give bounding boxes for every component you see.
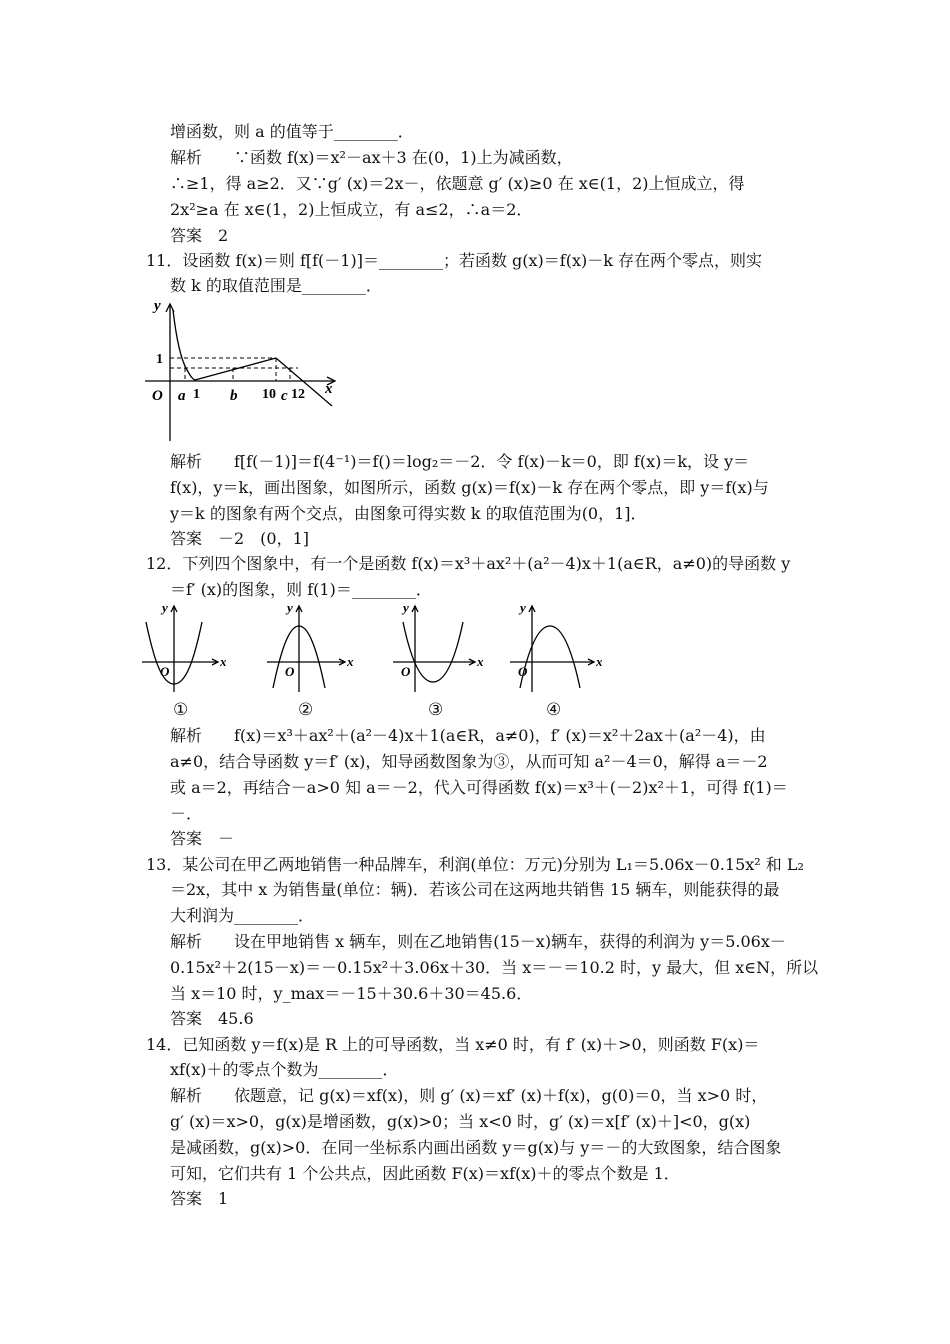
text-line: 增函数，则 a 的值等于________． bbox=[170, 122, 414, 141]
figure-caption-2: ② bbox=[298, 700, 314, 720]
text-line: 2x²≥a 在 x∈(1，2)上恒成立，有 a≤2，∴a＝2． bbox=[170, 200, 533, 219]
answer-line: 答案 － bbox=[170, 829, 235, 848]
text-line: 解析 设在甲地销售 x 辆车，则在乙地销售(15－x)辆车，获得的利润为 y＝5.06x－ bbox=[170, 932, 786, 951]
text-line: 当 x＝10 时，y_max＝－15＋30.6＋30＝45.6． bbox=[170, 984, 533, 1003]
figure-11-graph bbox=[140, 296, 345, 446]
answer-line: 答案 2 bbox=[170, 226, 229, 245]
text-line: f(x)，y＝k，画出图象，如图所示，函数 g(x)＝f(x)－k 存在两个零点，即 y＝f(x)与 bbox=[170, 478, 769, 497]
text-line: ＝f′ (x)的图象，则 f(1)＝________． bbox=[170, 580, 432, 599]
figure-caption-1: ① bbox=[173, 700, 189, 720]
figure-12-graph-4 bbox=[510, 600, 603, 695]
text-line: 或 a＝2，再结合－a>0 知 a＝－2，代入可得函数 f(x)＝x³＋(－2)x²＋1，可得 f(1)＝ bbox=[170, 778, 788, 797]
question-11: 11．设函数 f(x)＝则 f[f(－1)]＝________；若函数 g(x)＝f(x)－k 存在两个零点，则实 bbox=[146, 251, 763, 270]
figure-caption-4: ④ bbox=[546, 700, 562, 720]
fig12-2-origin: O bbox=[285, 664, 295, 679]
fig11-x-label: x bbox=[325, 381, 333, 397]
fig12-3-origin: O bbox=[401, 664, 411, 679]
fig11-a-label: a bbox=[178, 388, 186, 404]
text-line: －． bbox=[170, 804, 203, 823]
fig11-twelve: 12 bbox=[291, 387, 305, 402]
fig11-origin: O bbox=[152, 388, 163, 404]
figure-12-graph-1 bbox=[140, 600, 230, 695]
question-12: 12．下列四个图象中，有一个是函数 f(x)＝x³＋ax²＋(a²－4)x＋1(a∈R，a≠0)的导函数 y bbox=[146, 554, 791, 573]
question-13: 13．某公司在甲乙两地销售一种品牌车，利润(单位：万元)分别为 L₁＝5.06x－0.15x² 和 L₂ bbox=[146, 855, 804, 874]
text-line: ∴≥1，得 a≥2．又∵g′ (x)＝2x－，依题意 g′ (x)≥0 在 x∈(1，2)上恒成立，得 bbox=[170, 174, 745, 193]
fig12-2-x: x bbox=[347, 654, 354, 669]
answer-line: 答案 －2 (0，1] bbox=[170, 529, 310, 548]
question-14: 14．已知函数 y＝f(x)是 R 上的可导函数，当 x≠0 时，有 f′ (x)＋>0，则函数 F(x)＝ bbox=[146, 1035, 760, 1054]
text-line: 大利润为________． bbox=[170, 906, 315, 925]
figure-12-graph-3 bbox=[393, 600, 483, 695]
answer-line: 答案 45.6 bbox=[170, 1009, 254, 1028]
fig11-b-label: b bbox=[230, 388, 238, 404]
fig11-ten: 10 bbox=[262, 387, 276, 402]
text-line: 0.15x²＋2(15－x)＝－0.15x²＋3.06x＋30．当 x＝－＝10.2 时，y 最大，但 x∈N，所以 bbox=[170, 958, 819, 977]
fig12-3-y: y bbox=[403, 600, 409, 615]
text-line: xf(x)＋的零点个数为________． bbox=[170, 1060, 399, 1079]
text-line: 解析 f[f(－1)]＝f(4⁻¹)＝f()＝log₂＝－2．令 f(x)－k＝0，即 f(x)＝k，设 y＝ bbox=[170, 452, 750, 471]
text-line: 可知，它们共有 1 个公共点，因此函数 F(x)＝xf(x)＋的零点个数是 1． bbox=[170, 1164, 680, 1183]
figure-caption-3: ③ bbox=[428, 700, 444, 720]
text-line: g′ (x)＝x>0，g(x)是增函数，g(x)>0；当 x<0 时，g′ (x)＝x[f′ (x)＋]<0，g(x) bbox=[170, 1112, 751, 1131]
text-line: 是减函数，g(x)>0．在同一坐标系内画出函数 y＝g(x)与 y＝－的大致图象，结合图象 bbox=[170, 1138, 782, 1157]
text-line: 数 k 的取值范围是________． bbox=[170, 276, 382, 295]
figure-12-graph-2 bbox=[265, 600, 355, 695]
text-line: y＝k 的图象有两个交点，由图象可得实数 k 的取值范围为(0，1]． bbox=[170, 504, 647, 523]
fig12-4-origin: O bbox=[518, 664, 528, 679]
fig12-2-y: y bbox=[287, 600, 293, 615]
text-line: 解析 ∵函数 f(x)＝x²－ax＋3 在(0，1)上为减函数， bbox=[170, 148, 573, 167]
fig12-3-x: x bbox=[477, 654, 484, 669]
text-line: 解析 f(x)＝x³＋ax²＋(a²－4)x＋1(a∈R，a≠0)，f′ (x)＝x²＋2ax＋(a²－4)，由 bbox=[170, 726, 766, 745]
fig11-c-label: c bbox=[281, 388, 288, 404]
fig11-y-label: y bbox=[154, 298, 161, 314]
fig12-4-x: x bbox=[596, 654, 603, 669]
text-line: 解析 依题意，记 g(x)＝xf(x)，则 g′ (x)＝xf′ (x)＋f(x)，g(0)＝0，当 x>0 时， bbox=[170, 1086, 768, 1105]
fig12-1-y: y bbox=[162, 600, 168, 615]
text-line: ＝2x，其中 x 为销售量(单位：辆)．若该公司在这两地共销售 15 辆车，则能获得的最 bbox=[170, 880, 780, 899]
fig11-x-one: 1 bbox=[193, 387, 200, 402]
fig11-y-one: 1 bbox=[156, 352, 163, 367]
text-line: a≠0，结合导函数 y＝f′ (x)，知导函数图象为③，从而可知 a²－4＝0，解得 a＝－2 bbox=[170, 752, 768, 771]
answer-line: 答案 1 bbox=[170, 1189, 229, 1208]
fig12-1-x: x bbox=[220, 654, 227, 669]
fig12-4-y: y bbox=[520, 600, 526, 615]
fig12-1-origin: O bbox=[160, 664, 170, 679]
